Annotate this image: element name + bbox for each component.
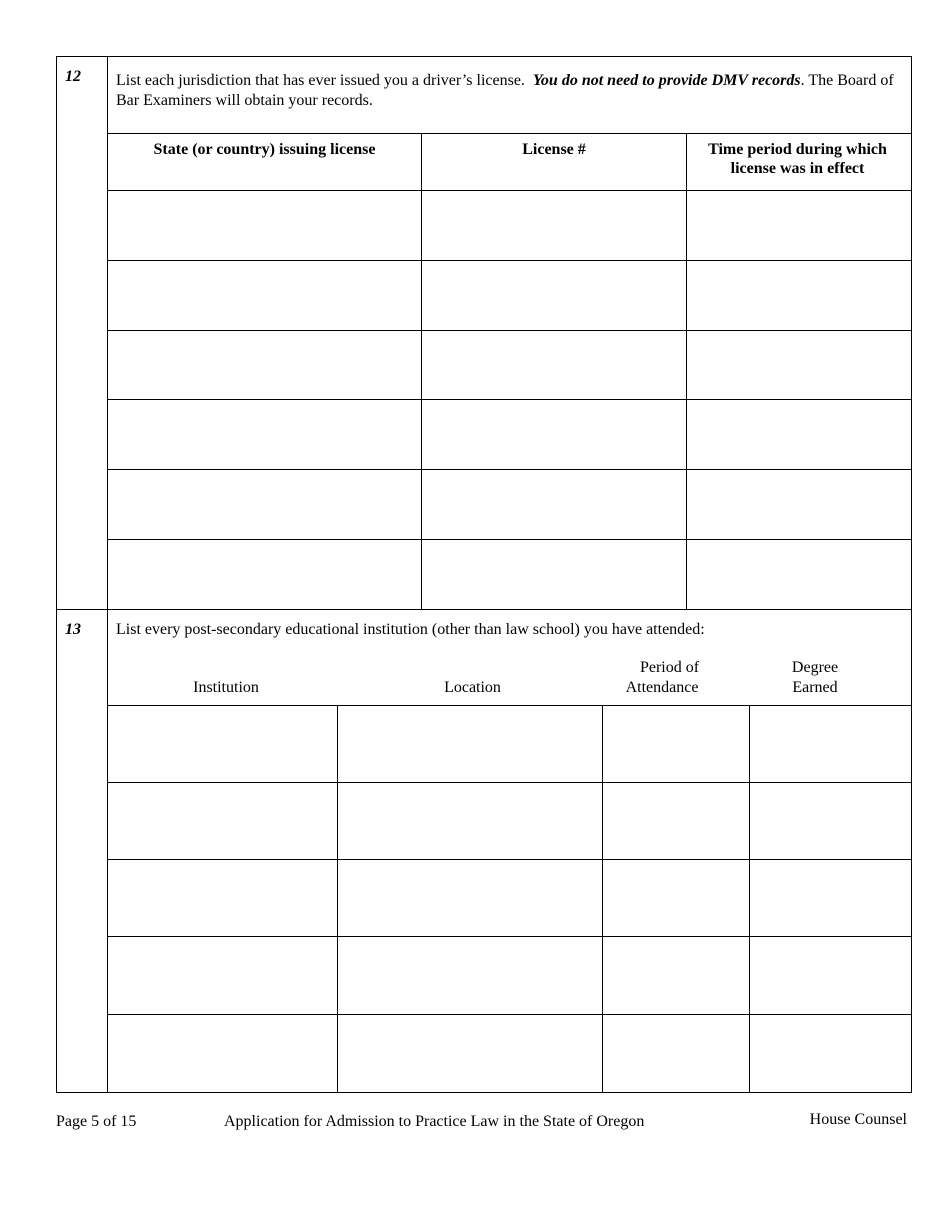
q13-cell[interactable] [603,706,749,782]
question-12-end: . The Board of Bar Examiners will obtain your records. [116,72,894,109]
q13-header-degree-line1: Degree [791,659,839,676]
q12-cell[interactable] [108,540,421,609]
question-12-text [116,71,901,111]
q13-cell[interactable] [338,1015,602,1092]
q12-cell[interactable] [422,191,686,260]
q13-cell[interactable] [750,783,911,859]
q12-cell[interactable] [422,400,686,469]
footer-title: Application for Admission to Practice Law in the State of Oregon [224,1113,645,1130]
q12-cell[interactable] [687,540,911,609]
q13-cell[interactable] [603,1015,749,1092]
q13-cell[interactable] [750,1015,911,1092]
q13-cell[interactable] [108,937,337,1014]
q12-cell[interactable] [687,261,911,330]
q12-cell[interactable] [108,400,421,469]
q12-header-license-number: License # [522,141,586,158]
question-13-text: List every post-secondary educational institution (other than law school) you have attended: [116,621,705,638]
q12-cell[interactable] [108,261,421,330]
q13-cell[interactable] [603,860,749,936]
q13-cell[interactable] [603,937,749,1014]
q12-cell[interactable] [108,470,421,539]
q12-table-top [107,133,912,134]
q12-cell[interactable] [687,470,911,539]
q13-header-institution: Institution [193,679,259,696]
q13-cell[interactable] [750,937,911,1014]
question-12-intro: List each jurisdiction that has ever issued you a driver’s license. [116,72,525,89]
footer-category: House Counsel [809,1111,907,1128]
q13-cell[interactable] [338,860,602,936]
q12-cell[interactable] [422,331,686,399]
q13-cell[interactable] [750,706,911,782]
footer-page-number: Page 5 of 15 [56,1113,137,1130]
q13-header-period-line2: Attendance [625,679,699,696]
q13-cell[interactable] [108,860,337,936]
q12-cell[interactable] [687,191,911,260]
q12-header-time-period: Time period during which license was in effect [708,141,887,177]
q13-cell[interactable] [338,706,602,782]
q13-cell[interactable] [108,1015,337,1092]
q13-header-degree-line2: Earned [792,679,838,696]
q12-header-state: State (or country) issuing license [153,141,376,158]
q12-cell[interactable] [687,331,911,399]
q12-cell[interactable] [108,191,421,260]
q13-cell[interactable] [108,706,337,782]
question-12-emphasis: You do not need to provide DMV records [532,72,801,89]
q12-cell[interactable] [687,400,911,469]
q12-cell[interactable] [422,261,686,330]
q13-header-degree [770,658,860,698]
q13-cell[interactable] [108,783,337,859]
question-number-12: 12 [65,68,81,85]
q13-cell[interactable] [750,860,911,936]
q13-header-period-line1: Period of [639,659,700,676]
q13-cell[interactable] [338,937,602,1014]
question-number-13: 13 [65,621,81,638]
q12-cell[interactable] [422,470,686,539]
q13-cell[interactable] [603,783,749,859]
q13-cell[interactable] [338,783,602,859]
q12-table-bottom [56,609,912,610]
q12-cell[interactable] [108,331,421,399]
q13-header-location: Location [444,679,501,696]
q12-cell[interactable] [422,540,686,609]
q13-header-period [606,658,718,698]
